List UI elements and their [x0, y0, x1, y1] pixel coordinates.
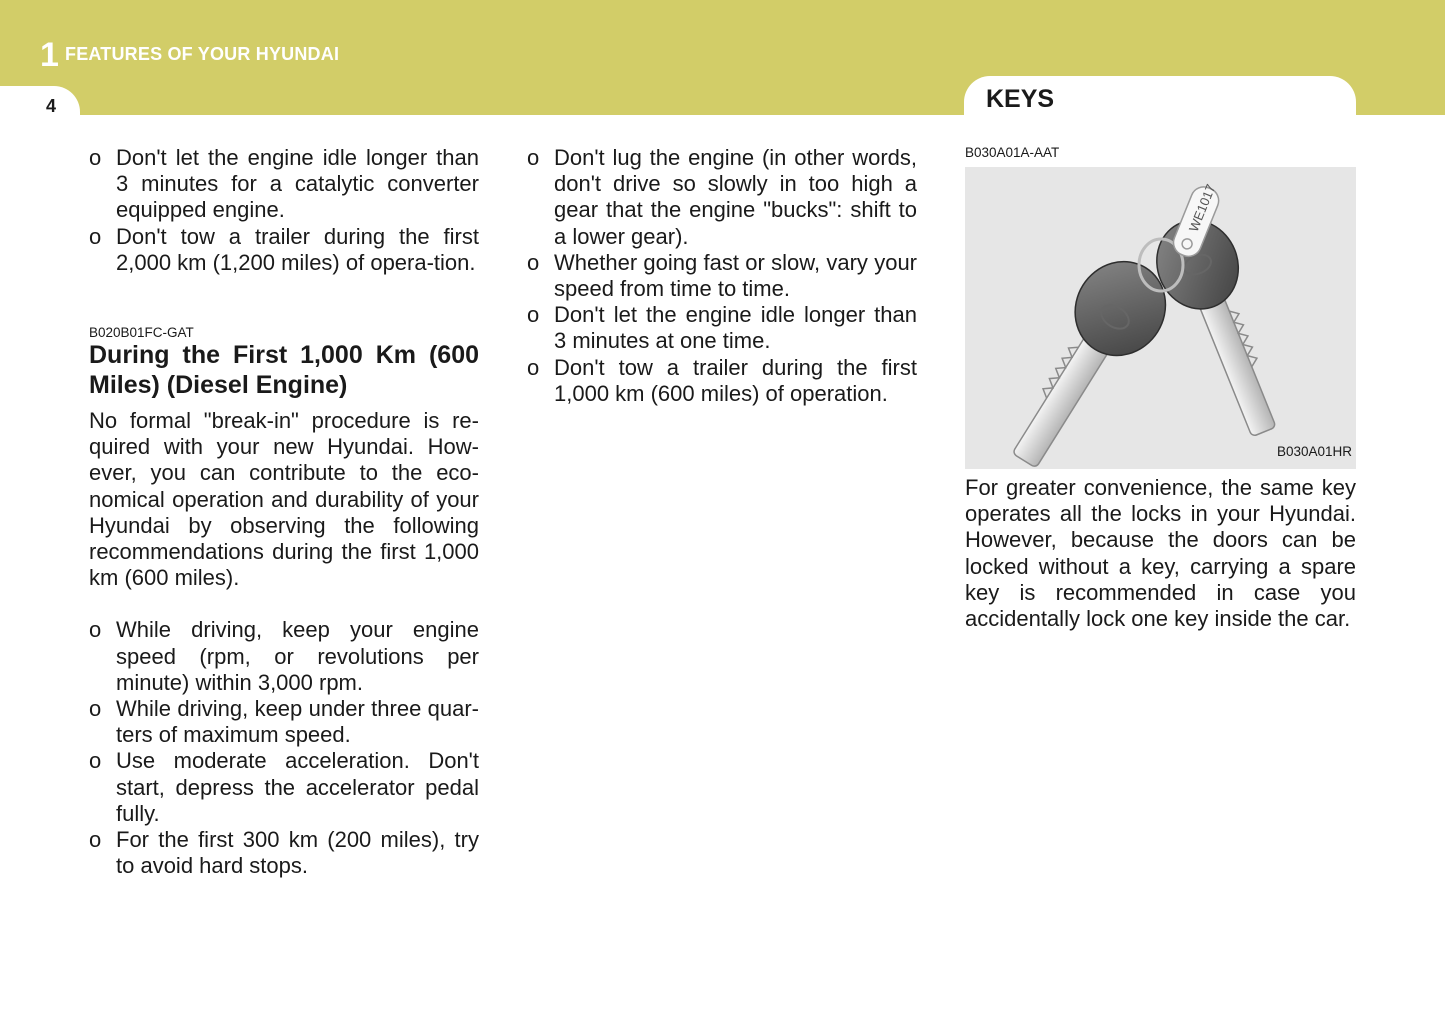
bullet-list	[527, 145, 917, 407]
chapter-number: 1	[40, 36, 59, 74]
keys-paragraph: For greater convenience, the same key operates all the locks in your Hyundai. However, because the doors can be locked without a key, carrying a spare key is recommended in case you accidentally lock one key inside the car.	[965, 475, 1356, 632]
bullet-marker: o	[89, 696, 102, 722]
column-1	[89, 145, 479, 879]
page-number-tab	[0, 86, 80, 120]
list-item: o Don't let the engine idle longer than 3 minutes at one time.	[527, 302, 917, 354]
bullet-marker: o	[89, 827, 102, 853]
keys-illustration	[965, 167, 1356, 469]
list-item: o For the first 300 km (200 miles), try to avoid hard stops.	[89, 827, 479, 879]
list-item: o Don't tow a trailer during the first 1,000 km (600 miles) of operation.	[527, 354, 917, 406]
bullet-marker: o	[527, 354, 540, 380]
bullet-marker: o	[89, 145, 102, 170]
column-2	[527, 145, 917, 407]
section-code: B030A01A-AAT	[965, 145, 1060, 160]
column-3	[965, 145, 1356, 632]
bullet-list-top	[89, 145, 479, 276]
bullet-marker: o	[89, 748, 102, 774]
key-left	[988, 244, 1183, 469]
bullet-marker: o	[527, 145, 540, 170]
bullet-marker: o	[89, 223, 102, 249]
key-tag-label: WE1017	[1185, 182, 1219, 234]
page-number: 4	[46, 96, 57, 116]
intro-paragraph: No formal "break-in" procedure is re-quired with your new Hyundai. How-ever, you can contribute to the eco-nomical operation and durability of your Hyundai by observing the following recommendations during the first 1,000 km (600 miles).	[89, 408, 479, 591]
list-item: o Whether going fast or slow, vary your speed from time to time.	[527, 249, 917, 302]
list-item: o While driving, keep under three quar-ters of maximum speed.	[89, 696, 479, 748]
keys-figure	[965, 167, 1356, 469]
chapter-title: FEATURES OF YOUR HYUNDAI	[65, 44, 340, 64]
section-title: KEYS	[986, 85, 1055, 113]
bullet-list-bottom	[89, 617, 479, 879]
key-right	[1144, 208, 1302, 447]
list-item: o While driving, keep your engine speed (rpm, or revolutions per minute) within 3,000 rpm.	[89, 617, 479, 695]
list-item: o Don't tow a trailer during the first 2,000 km (1,200 miles) of opera-tion.	[89, 223, 479, 275]
list-item: o Use moderate acceleration. Don't start, depress the accelerator pedal fully.	[89, 748, 479, 826]
figure-code: B030A01HR	[1276, 443, 1352, 459]
list-item: o Don't let the engine idle longer than 3 minutes for a catalytic converter equipped engine.	[89, 145, 479, 223]
list-item: o Don't lug the engine (in other words, don't drive so slowly in too high a gear that the engine "bucks": shift to a lower gear).	[527, 145, 917, 249]
section-code: B020B01FC-GAT	[89, 325, 194, 341]
bullet-marker: o	[527, 249, 540, 275]
bullet-marker: o	[89, 617, 102, 643]
section-heading: During the First 1,000 Km (600 Miles) (Diesel Engine)	[89, 341, 479, 400]
bullet-marker: o	[527, 302, 540, 328]
